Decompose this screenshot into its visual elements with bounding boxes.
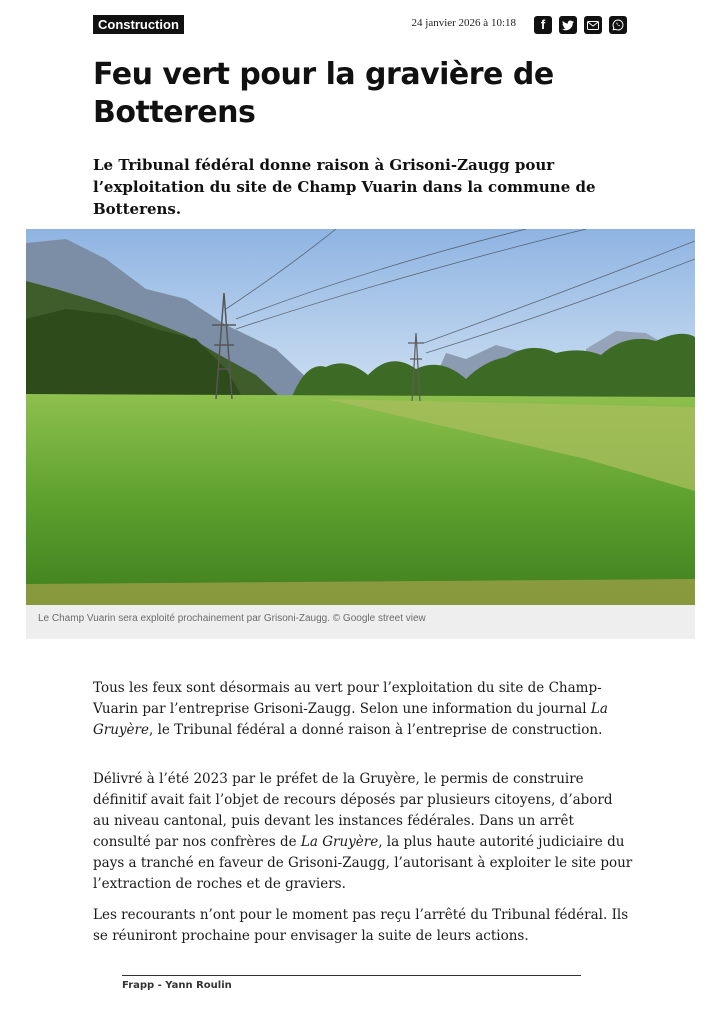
article-title: Feu vert pour la gravière de Botterens xyxy=(93,57,554,130)
category-badge[interactable]: Construction xyxy=(93,15,184,34)
paragraph-2 xyxy=(93,769,633,895)
paragraph-2-text-a: Délivré à l’été 2023 par le préfet de la Gruyère, le permis de construire définitif avait fait l’objet de recours déposés par plusieurs citoyens, d’abord au niveau cantonal, puis devant les instances fédérales. Dans un arrêt consulté par nos confrères de xyxy=(93,771,613,850)
article-lead: Le Tribunal fédéral donne raison à Grisoni-Zaugg pour l’exploitation du site de Champ Vuarin dans la commune de Botterens. xyxy=(93,156,596,218)
share-twitter-button[interactable] xyxy=(559,16,577,34)
share-facebook-button[interactable] xyxy=(534,16,552,34)
image-caption: Le Champ Vuarin sera exploité prochainement par Grisoni-Zaugg. © Google street view xyxy=(38,613,426,624)
paragraph-2-source: La Gruyère xyxy=(300,834,379,850)
share-bar xyxy=(534,16,627,34)
article-photo xyxy=(26,229,695,605)
article-figure xyxy=(26,229,695,639)
paragraph-1-text-a: Tous les feux sont désormais au vert pour l’exploitation du site de Champ-Vuarin par l’entreprise Grisoni-Zaugg. Selon une information du journal xyxy=(93,680,602,717)
share-email-button[interactable] xyxy=(584,16,602,34)
paragraph-3: Les recourants n’ont pour le moment pas reçu l’arrêté du Tribunal fédéral. Ils se réuniront prochaine pour envisager la suite de leurs actions. xyxy=(93,907,629,944)
signature-divider xyxy=(122,975,581,976)
article-signature: Frapp - Yann Roulin xyxy=(122,980,232,991)
twitter-icon xyxy=(562,20,574,31)
email-icon xyxy=(587,21,599,30)
facebook-icon: f xyxy=(540,17,546,32)
publish-date: 24 janvier 2026 à 10:18 xyxy=(411,17,516,29)
article-body xyxy=(93,678,633,947)
whatsapp-icon xyxy=(612,19,624,31)
paragraph-2-text-b: , la plus haute autorité judiciaire du pays a tranché en faveur de Grisoni-Zaugg, l’autorisant à exploiter le site pour l’extraction de roches et de graviers. xyxy=(93,834,633,892)
paragraph-1-text-b: , le Tribunal fédéral a donné raison à l’entreprise de construction. xyxy=(149,722,603,738)
share-whatsapp-button[interactable] xyxy=(609,16,627,34)
paragraph-1-source: La Gruyère xyxy=(93,701,608,738)
paragraph-1 xyxy=(93,678,633,741)
